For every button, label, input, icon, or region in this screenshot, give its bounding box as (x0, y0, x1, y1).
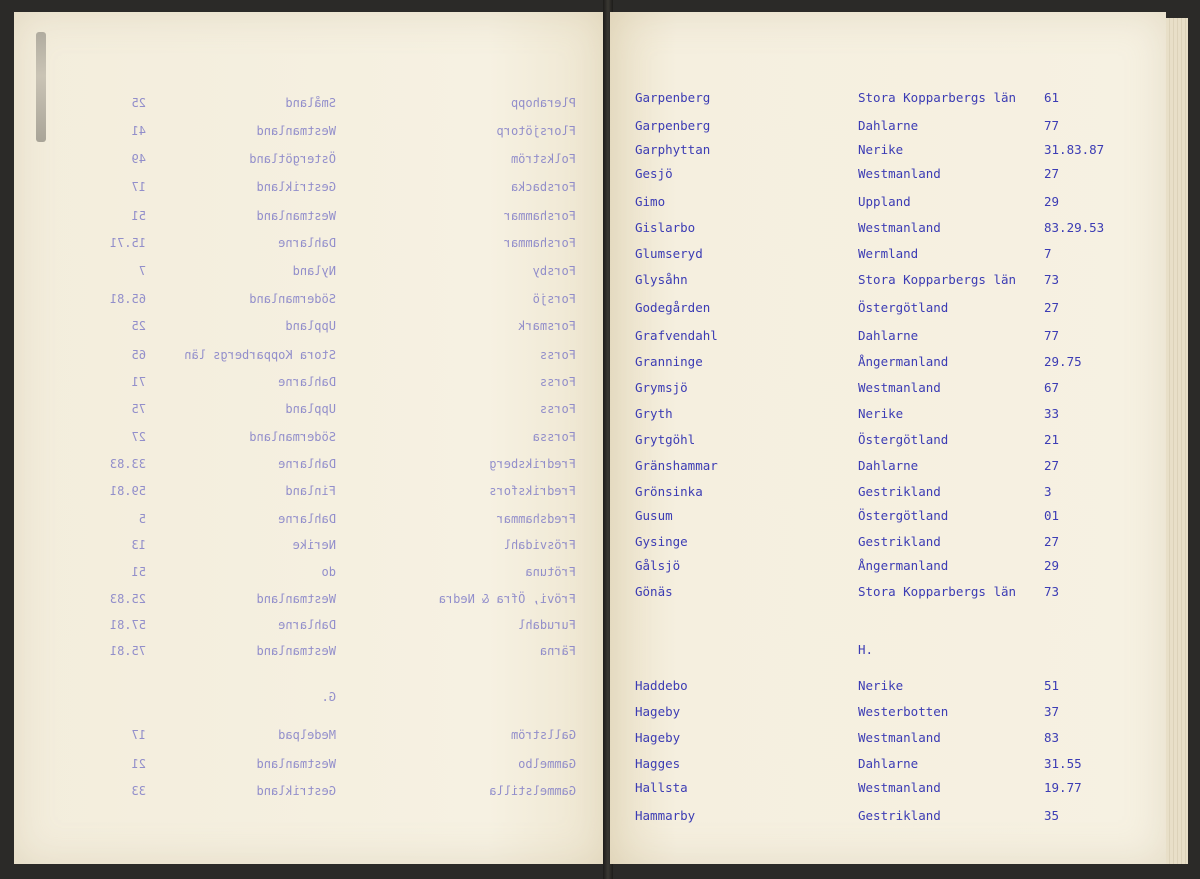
mirrored-row (14, 644, 606, 664)
mirrored-region: Westmanland (256, 592, 336, 606)
mirrored-region: Westmanland (256, 124, 336, 138)
reference-number: 37 (1044, 704, 1060, 719)
mirrored-region: Stora Kopparbergs län (184, 348, 336, 362)
mirrored-region: Dahlarne (278, 236, 336, 250)
register-row (610, 780, 1166, 802)
right-page (610, 12, 1166, 864)
reference-number: 73 (1044, 272, 1060, 287)
region-name: Westmanland (858, 166, 941, 181)
mirrored-place: Forshammar (503, 236, 576, 250)
place-name: Gimo (635, 194, 666, 209)
place-name: Hallsta (635, 780, 688, 795)
reference-number: 19.77 (1044, 780, 1082, 795)
register-row (610, 406, 1166, 428)
region-name: Dahlarne (858, 458, 919, 473)
mirrored-place: Färna (539, 644, 576, 658)
mirrored-place: Forsmark (518, 319, 576, 333)
place-name: Gesjö (635, 166, 673, 181)
reference-number: 29.75 (1044, 354, 1082, 369)
mirrored-place: Fredriksberg (489, 457, 576, 471)
place-name: Gränshammar (635, 458, 718, 473)
mirrored-region: Nerike (292, 538, 336, 552)
register-row (610, 194, 1166, 216)
place-name: Grymsjö (635, 380, 688, 395)
mirrored-place: Forsjö (532, 292, 576, 306)
mirrored-row (14, 152, 606, 172)
mirrored-region: Nyland (292, 264, 336, 278)
region-name: Westmanland (858, 220, 941, 235)
register-row (610, 272, 1166, 294)
mirrored-row (14, 292, 606, 312)
region-name: Gestrikland (858, 808, 941, 823)
region-name: Östergötland (858, 432, 949, 447)
register-row (610, 808, 1166, 830)
mirrored-place: Fredriksfors (489, 484, 576, 498)
mirrored-number: 5 (138, 512, 146, 526)
mirrored-region: Medelpad (278, 728, 336, 742)
mirrored-row (14, 209, 606, 229)
mirrored-row (14, 96, 606, 116)
register-row (610, 534, 1166, 556)
mirrored-row (14, 784, 606, 804)
mirrored-number: 13 (131, 538, 146, 552)
mirrored-row (14, 512, 606, 532)
place-name: Gönäs (635, 584, 673, 599)
register-row (610, 558, 1166, 580)
mirrored-region: Dahlarne (278, 512, 336, 526)
mirrored-number: 65 (131, 348, 146, 362)
place-name: Gålsjö (635, 558, 681, 573)
mirrored-row (14, 592, 606, 612)
reference-number: 01 (1044, 508, 1060, 523)
register-row (610, 380, 1166, 402)
region-name: Östergötland (858, 300, 949, 315)
mirrored-region: Dahlarne (278, 457, 336, 471)
mirrored-row (14, 484, 606, 504)
place-name: Grafvendahl (635, 328, 718, 343)
mirrored-region: Södermanland (249, 430, 336, 444)
page-edges (1166, 18, 1188, 864)
region-name: Ångermanland (858, 354, 949, 369)
reference-number: 27 (1044, 458, 1060, 473)
region-name: Nerike (858, 142, 904, 157)
region-name: Stora Kopparbergs län (858, 90, 1017, 105)
reference-number: 31.55 (1044, 756, 1082, 771)
mirrored-row (14, 757, 606, 777)
mirrored-row (14, 264, 606, 284)
place-name: Grytgöhl (635, 432, 696, 447)
mirrored-number: 71 (131, 375, 146, 389)
mirrored-row (14, 348, 606, 368)
reference-number: 27 (1044, 534, 1060, 549)
mirrored-region: Finland (285, 484, 336, 498)
register-row (610, 300, 1166, 322)
mirrored-number: 49 (131, 152, 146, 166)
mirrored-number: 17 (131, 728, 146, 742)
mirrored-region: Södermanland (249, 292, 336, 306)
reference-number: 35 (1044, 808, 1060, 823)
reference-number: 77 (1044, 118, 1060, 133)
register-row (610, 246, 1166, 268)
mirrored-region: Dahlarne (278, 618, 336, 632)
mirrored-number: 15.71 (109, 236, 146, 250)
reference-number: 73 (1044, 584, 1060, 599)
register-row (610, 484, 1166, 506)
mirrored-region: do (321, 565, 336, 579)
reference-number: 61 (1044, 90, 1060, 105)
reference-number: 51 (1044, 678, 1060, 693)
mirrored-number: 59.81 (109, 484, 146, 498)
reference-number: 29 (1044, 558, 1060, 573)
mirrored-number: 25 (131, 96, 146, 110)
mirrored-row (14, 236, 606, 256)
reference-number: 83.29.53 (1044, 220, 1105, 235)
mirrored-number: 25.83 (109, 592, 146, 606)
mirrored-row (14, 319, 606, 339)
mirrored-row (14, 375, 606, 395)
region-name: Nerike (858, 406, 904, 421)
register-row (610, 678, 1166, 700)
region-name: Westmanland (858, 730, 941, 745)
region-name: Gestrikland (858, 534, 941, 549)
place-name: Hageby (635, 730, 681, 745)
place-name: Haddebo (635, 678, 688, 693)
mirrored-number: 25 (131, 319, 146, 333)
mirrored-bleed-through (14, 12, 606, 864)
region-name: Westerbotten (858, 704, 949, 719)
mirrored-place: Florsjötorp (496, 124, 576, 138)
mirrored-row (14, 565, 606, 585)
place-name: Grönsinka (635, 484, 703, 499)
place-name: Glumseryd (635, 246, 703, 261)
reference-number: 83 (1044, 730, 1060, 745)
mirrored-number: 51 (131, 209, 146, 223)
mirrored-place: Frösvidahl (503, 538, 576, 552)
mirrored-row (14, 618, 606, 638)
register-row (610, 458, 1166, 480)
place-name: Hagges (635, 756, 681, 771)
region-name: Gestrikland (858, 484, 941, 499)
left-page (14, 12, 606, 864)
mirrored-number: 41 (131, 124, 146, 138)
mirrored-row (14, 124, 606, 144)
register-row (610, 220, 1166, 242)
mirrored-number: 21 (131, 757, 146, 771)
mirrored-place: Gammelstilla (489, 784, 576, 798)
reference-number: 31.83.87 (1044, 142, 1105, 157)
reference-number: 7 (1044, 246, 1052, 261)
reference-number: 3 (1044, 484, 1052, 499)
register-row (610, 354, 1166, 376)
mirrored-place: Folkström (510, 152, 576, 166)
section-letter-h: H. (858, 642, 874, 657)
mirrored-place: Fredshammar (496, 512, 576, 526)
mirrored-region: Westmanland (256, 209, 336, 223)
mirrored-number: 75.81 (109, 644, 146, 658)
region-name: Stora Kopparbergs län (858, 272, 1017, 287)
register-row (610, 142, 1166, 164)
register-row (610, 90, 1166, 112)
region-name: Dahlarne (858, 756, 919, 771)
mirrored-row (14, 538, 606, 558)
mirrored-place: Forsbacka (510, 180, 576, 194)
mirrored-row (14, 457, 606, 477)
register-row (610, 730, 1166, 752)
mirrored-place: Forshammar (503, 209, 576, 223)
mirrored-number: 51 (131, 565, 146, 579)
mirrored-region: Dahlarne (278, 375, 336, 389)
region-name: Westmanland (858, 780, 941, 795)
register-row (610, 432, 1166, 454)
place-name: Hammarby (635, 808, 696, 823)
register-row (610, 704, 1166, 726)
register-row (610, 508, 1166, 530)
mirrored-row (14, 180, 606, 200)
mirrored-region: Westmanland (256, 644, 336, 658)
mirrored-region: Uppland (285, 319, 336, 333)
mirrored-number: 27 (131, 430, 146, 444)
region-name: Nerike (858, 678, 904, 693)
region-name: Ångermanland (858, 558, 949, 573)
mirrored-region: Östergötland (249, 152, 336, 166)
region-name: Östergötland (858, 508, 949, 523)
reference-number: 27 (1044, 300, 1060, 315)
mirrored-region: Gestrikland (256, 784, 336, 798)
region-name: Dahlarne (858, 118, 919, 133)
mirrored-region: Småland (285, 96, 336, 110)
mirrored-number: 65.81 (109, 292, 146, 306)
mirrored-place: Gallström (510, 728, 576, 742)
mirrored-number: 57.81 (109, 618, 146, 632)
mirrored-number: 33.83 (109, 457, 146, 471)
mirrored-place: Forss (539, 402, 576, 416)
place-name: Gysinge (635, 534, 688, 549)
mirrored-row (14, 728, 606, 748)
region-name: Uppland (858, 194, 911, 209)
mirrored-row (14, 430, 606, 450)
mirrored-row (14, 402, 606, 422)
reference-number: 27 (1044, 166, 1060, 181)
register-row (610, 166, 1166, 188)
place-name: Gryth (635, 406, 673, 421)
mirrored-region: Westmanland (256, 757, 336, 771)
mirrored-place: Frötuna (525, 565, 576, 579)
place-name: Granninge (635, 354, 703, 369)
place-name: Glysåhn (635, 272, 688, 287)
mirrored-number: 7 (138, 264, 146, 278)
region-name: Dahlarne (858, 328, 919, 343)
mirrored-region: Uppland (285, 402, 336, 416)
register-row (610, 756, 1166, 778)
reference-number: 21 (1044, 432, 1060, 447)
mirrored-place: Forss (539, 348, 576, 362)
mirrored-place: Plerahopp (510, 96, 576, 110)
mirrored-place: Forsby (532, 264, 576, 278)
mirrored-place: Gammelbo (518, 757, 576, 771)
mirrored-place: Forssa (532, 430, 576, 444)
reference-number: 33 (1044, 406, 1060, 421)
region-name: Stora Kopparbergs län (858, 584, 1017, 599)
register-row (610, 328, 1166, 350)
reference-number: 77 (1044, 328, 1060, 343)
mirrored-region: Gestrikland (256, 180, 336, 194)
register-row (610, 584, 1166, 606)
register-row (610, 118, 1166, 140)
place-name: Hageby (635, 704, 681, 719)
mirrored-number: 33 (131, 784, 146, 798)
mirrored-place: Furudahl (518, 618, 576, 632)
mirrored-number: 17 (131, 180, 146, 194)
mirrored-place: Forss (539, 375, 576, 389)
place-name: Godegården (635, 300, 711, 315)
region-name: Wermland (858, 246, 919, 261)
reference-number: 67 (1044, 380, 1060, 395)
mirrored-region: G. (321, 690, 336, 704)
place-name: Garpenberg (635, 118, 711, 133)
mirrored-row (14, 690, 606, 710)
reference-number: 29 (1044, 194, 1060, 209)
place-name: Garphyttan (635, 142, 711, 157)
region-name: Westmanland (858, 380, 941, 395)
place-name: Gusum (635, 508, 673, 523)
place-name: Garpenberg (635, 90, 711, 105)
place-name: Gislarbo (635, 220, 696, 235)
mirrored-place: Frövi, Öfra & Nedra (438, 592, 576, 606)
mirrored-number: 75 (131, 402, 146, 416)
